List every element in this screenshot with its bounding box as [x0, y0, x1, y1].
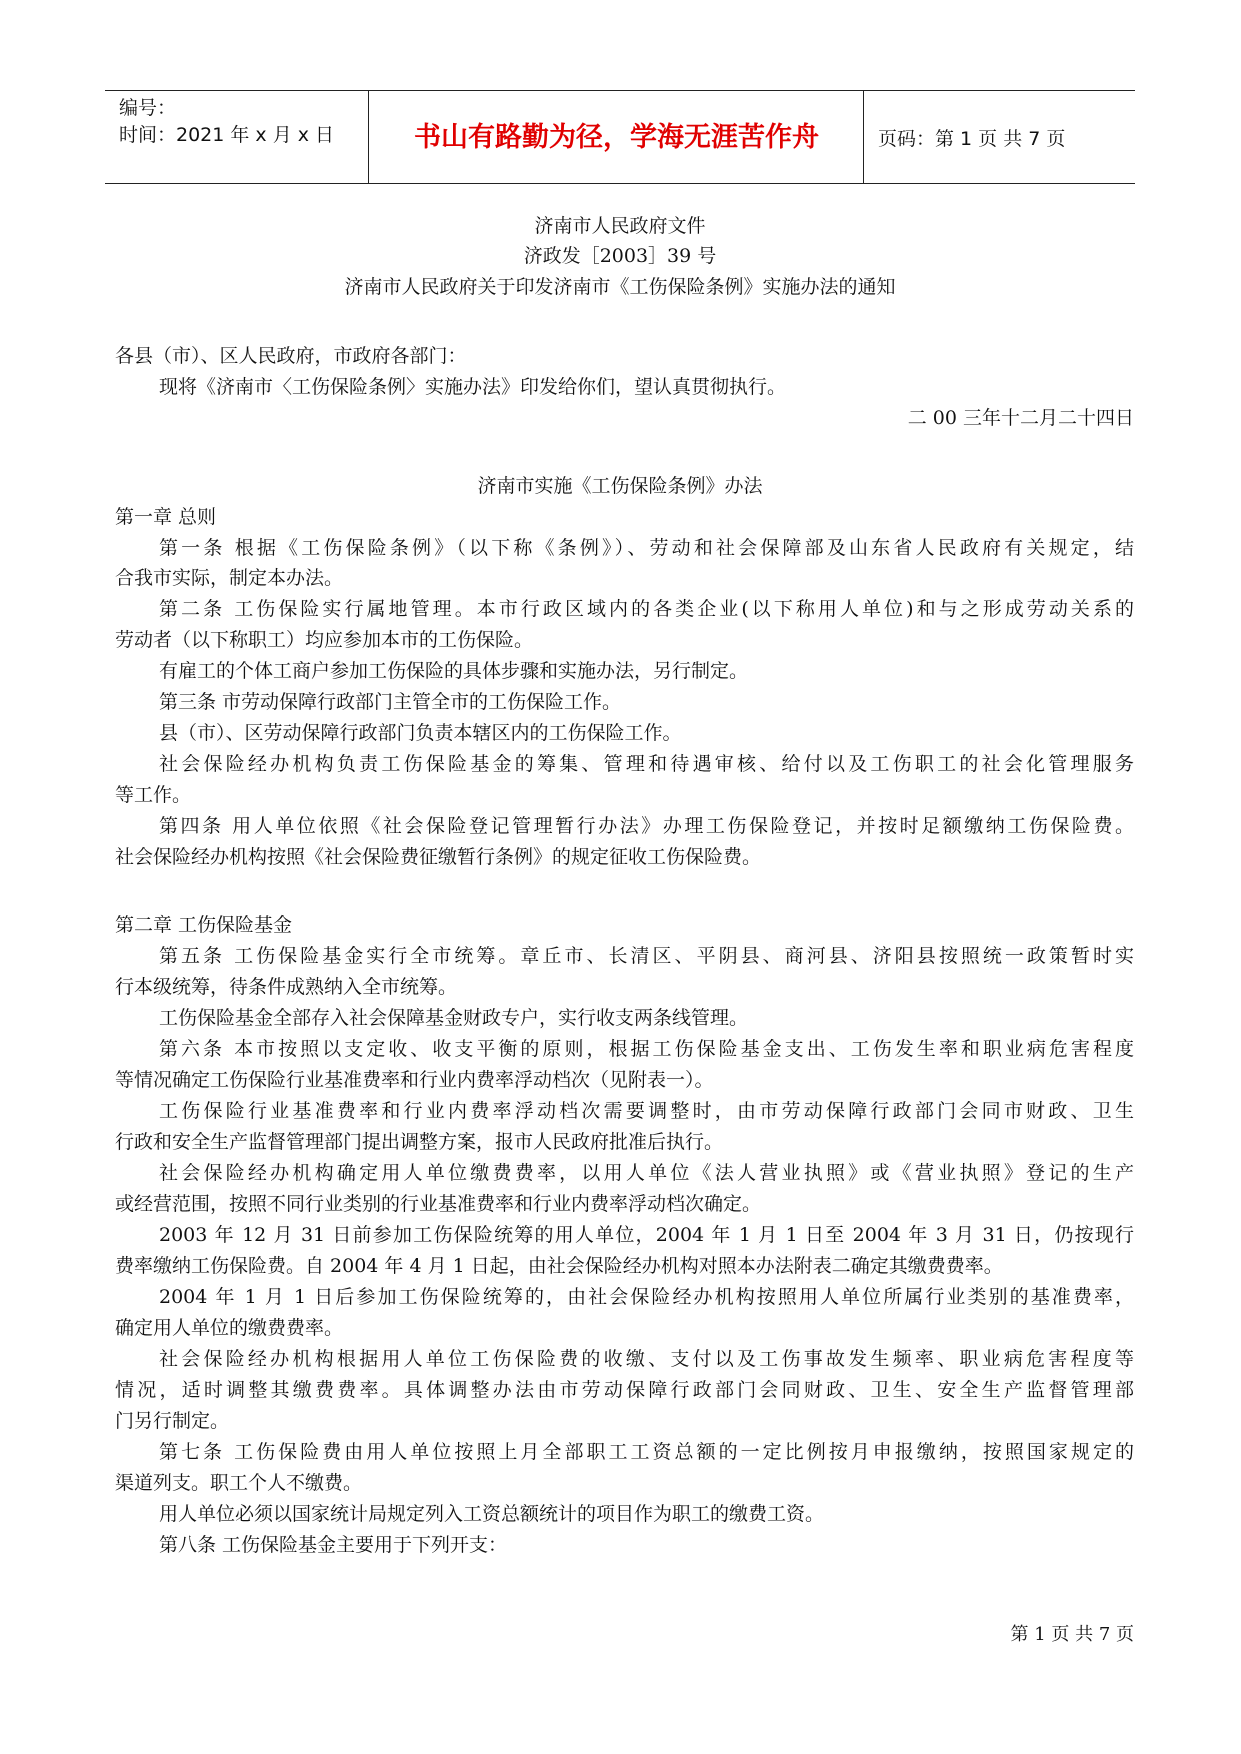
document-number: 济政发［2003］39 号	[523, 245, 717, 267]
recipients: 各县（市）、区人民政府，市政府各部门：	[115, 345, 467, 367]
paragraph-line: 或经营范围，按照不同行业类别的行业基准费率和行业内费率浮动档次确定。	[115, 1193, 762, 1215]
paragraph-line: 第三条 市劳动保障行政部门主管全市的工伤保险工作。	[159, 691, 622, 713]
paragraph-line: 县（市）、区劳动保障行政部门负责本辖区内的工伤保险工作。	[159, 722, 682, 744]
header-page-cell	[865, 91, 1135, 183]
paragraph-line: 第五条 工伤保险基金实行全市统筹。章丘市、长清区、平阴县、商河县、济阳县按照统一政策暂时实	[159, 945, 1134, 967]
page-footer: 第 1 页 共 7 页	[1010, 1624, 1134, 1645]
paragraph-line: 第八条 工伤保险基金主要用于下列开支：	[159, 1534, 508, 1556]
notice-text: 现将《济南市〈工伤保险条例〉实施办法》印发给你们，望认真贯彻执行。	[159, 376, 787, 398]
paragraph-line: 社会保险经办机构按照《社会保险费征缴暂行条例》的规定征收工伤保险费。	[115, 846, 762, 868]
paragraph-line: 行政和安全生产监督管理部门提出调整方案，报市人民政府批准后执行。	[115, 1131, 724, 1153]
paragraph-line: 确定用人单位的缴费费率。	[115, 1317, 344, 1339]
paragraph-line: 第四条 用人单位依照《社会保险登记管理暂行办法》办理工伤保险登记，并按时足额缴纳工伤保险费。	[159, 815, 1134, 837]
issue-date: 二 00 三年十二月二十四日	[907, 407, 1134, 429]
motto: 书山有路勤为径，学海无涯苦作舟	[414, 122, 819, 153]
paragraph-line: 第一条 根据《工伤保险条例》（以下称《条例》）、劳动和社会保障部及山东省人民政府有关规定，结	[159, 537, 1134, 559]
paragraph-line: 社会保险经办机构确定用人单位缴费费率，以用人单位《法人营业执照》或《营业执照》登记的生产	[159, 1162, 1134, 1184]
paragraph-line: 费率缴纳工伤保险费。自 2004 年 4 月 1 日起，由社会保险经办机构对照本办法附表二确定其缴费费率。	[115, 1255, 1003, 1277]
paragraph-line: 2003 年 12 月 31 日前参加工伤保险统筹的用人单位，2004 年 1 月 1 日至 2004 年 3 月 31 日，仍按现行	[159, 1224, 1134, 1246]
paragraph-line: 工伤保险基金全部存入社会保障基金财政专户，实行收支两条线管理。	[159, 1007, 749, 1029]
number-label: 编号：	[119, 97, 177, 119]
paragraph-line: 2004 年 1 月 1 日后参加工伤保险统筹的，由社会保险经办机构按照用人单位所属行业类别的基准费率，	[159, 1286, 1134, 1308]
paragraph-line: 用人单位必须以国家统计局规定列入工资总额统计的项目作为职工的缴费工资。	[159, 1503, 825, 1525]
header-motto-cell	[370, 91, 864, 183]
paragraph-line: 情况，适时调整其缴费费率。具体调整办法由市劳动保障行政部门会同财政、卫生、安全生产监督管理部	[115, 1379, 1134, 1401]
paragraph-line: 有雇工的个体工商户参加工伤保险的具体步骤和实施办法，另行制定。	[159, 660, 749, 682]
header-meta-cell	[105, 91, 369, 183]
issuer-title: 济南市人民政府文件	[534, 215, 706, 237]
paragraph-line: 行本级统筹，待条件成熟纳入全市统筹。	[115, 976, 458, 998]
paragraph-line: 社会保险经办机构根据用人单位工伤保险费的收缴、支付以及工伤事故发生频率、职业病危害程度等	[159, 1348, 1134, 1370]
time-label: 时间：2021 年 x 月 x 日	[119, 124, 335, 146]
paragraph-line: 社会保险经办机构负责工伤保险基金的筹集、管理和待遇审核、给付以及工伤职工的社会化管理服务	[159, 753, 1134, 775]
paragraph-line: 劳动者（以下称职工）均应参加本市的工伤保险。	[115, 629, 534, 651]
paragraph-line: 渠道列支。职工个人不缴费。	[115, 1472, 363, 1494]
paragraph-line: 门另行制定。	[115, 1410, 230, 1432]
chapter-heading: 第一章 总则	[115, 506, 217, 528]
page-label: 页码：第 1 页 共 7 页	[878, 128, 1066, 150]
paragraph-line: 合我市实际，制定本办法。	[115, 567, 344, 589]
paragraph-line: 等情况确定工伤保险行业基准费率和行业内费率浮动档次（见附表一）。	[115, 1069, 714, 1091]
paragraph-line: 等工作。	[115, 784, 192, 806]
document-header	[105, 90, 1135, 184]
chapter-heading: 第二章 工伤保险基金	[115, 914, 293, 936]
rules-title: 济南市实施《工伤保险条例》办法	[477, 475, 763, 497]
paragraph-line: 第二条 工伤保险实行属地管理。本市行政区域内的各类企业(以下称用人单位)和与之形成劳动关系的	[159, 598, 1134, 620]
notice-title: 济南市人民政府关于印发济南市《工伤保险条例》实施办法的通知	[344, 276, 896, 298]
paragraph-line: 第七条 工伤保险费由用人单位按照上月全部职工工资总额的一定比例按月申报缴纳，按照国家规定的	[159, 1441, 1134, 1463]
paragraph-line: 第六条 本市按照以支定收、收支平衡的原则，根据工伤保险基金支出、工伤发生率和职业病危害程度	[159, 1038, 1134, 1060]
paragraph-line: 工伤保险行业基准费率和行业内费率浮动档次需要调整时，由市劳动保障行政部门会同市财政、卫生	[159, 1100, 1134, 1122]
